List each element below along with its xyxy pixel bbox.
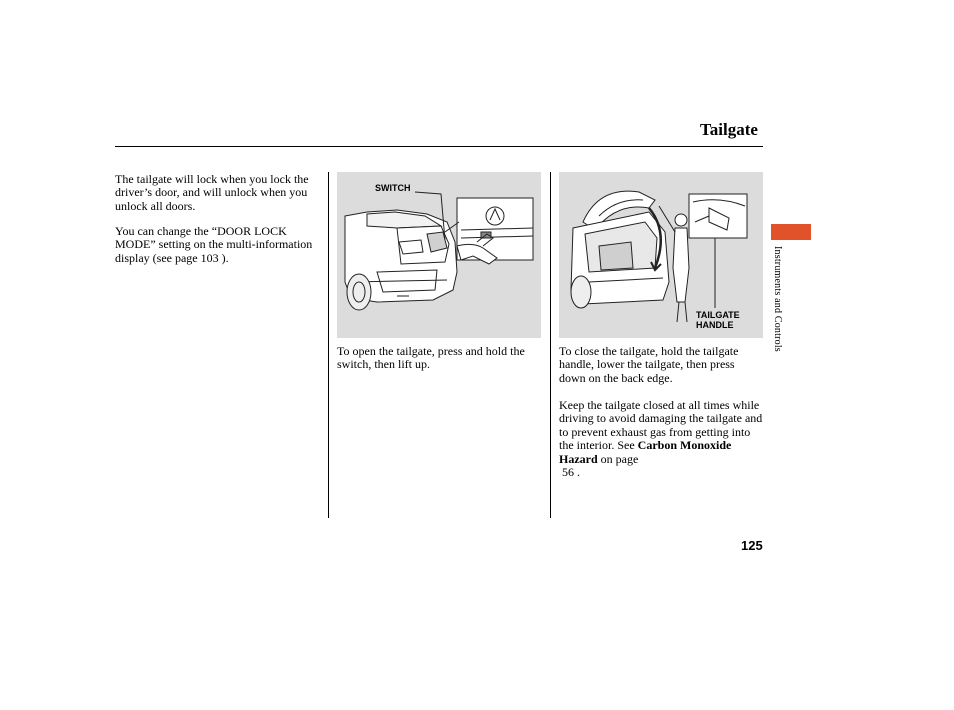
door-lock-mode-paragraph: You can change the “DOOR LOCK MODE” setting on the multi-information display (see page 103 ).	[115, 224, 313, 265]
sentence-end: .	[577, 465, 580, 480]
open-tailgate-caption: To open the tailgate, press and hold the switch, then lift up.	[337, 344, 525, 372]
keep-closed-paragraph	[559, 399, 763, 479]
page-reference[interactable]: 56	[562, 465, 574, 480]
page-number: 125	[741, 538, 763, 553]
page-title: Tailgate	[700, 120, 758, 139]
carbon-monoxide-link[interactable]: Carbon Monoxide Hazard	[559, 438, 732, 466]
section-tab	[771, 224, 811, 240]
close-tailgate-caption: To close the tailgate, hold the tailgate handle, lower the tailgate, then press down on the back edge.	[559, 344, 739, 385]
vehicle-rear-switch-illustration	[337, 172, 541, 338]
lock-info-paragraph: The tailgate will lock when you lock the driver’s door, and will unlock when you unlock all doors.	[115, 172, 309, 213]
keep-closed-text: Keep the tailgate closed at all times while driving to avoid damaging the tailgate and to prevent exhaust gas from getting into the interior. See	[559, 398, 763, 453]
tailgate-switch-figure	[337, 172, 541, 338]
column-divider-left	[328, 172, 329, 518]
on-page-text: on page	[600, 451, 639, 466]
section-label: Instruments and Controls	[772, 246, 783, 352]
tailgate-handle-callout: TAILGATE HANDLE	[696, 310, 740, 330]
switch-callout: SWITCH	[375, 183, 411, 193]
header-rule	[115, 146, 763, 147]
column-divider-right	[550, 172, 551, 518]
